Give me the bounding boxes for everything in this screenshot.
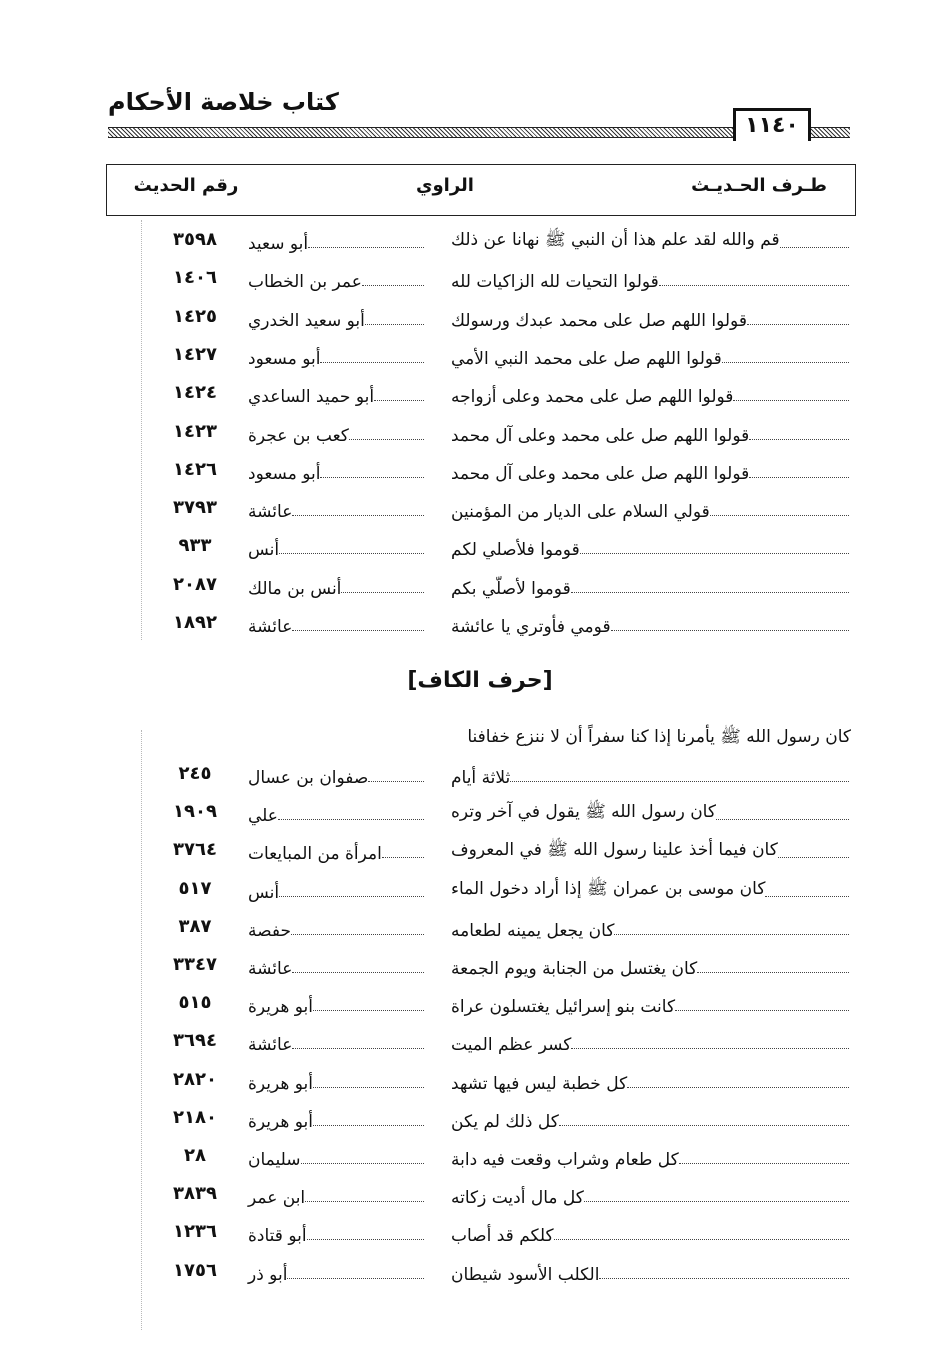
narrator-cell xyxy=(248,379,426,407)
hadith-number: ٢٤٥ xyxy=(178,763,212,784)
column-header xyxy=(106,164,856,216)
narrator-cell xyxy=(248,1257,426,1285)
hadith-text-cell xyxy=(451,494,851,522)
hadith-text-cell xyxy=(451,1142,851,1170)
leader-dots xyxy=(320,362,424,363)
leader-dots xyxy=(749,439,849,440)
index-row xyxy=(0,456,943,486)
index-row xyxy=(0,341,943,371)
index-row xyxy=(0,836,943,866)
hadith-number: ٥١٥ xyxy=(178,992,212,1014)
narrator-cell xyxy=(248,1027,426,1055)
hadith-text-cell xyxy=(451,303,851,331)
hadith-text-cell xyxy=(451,609,851,637)
hadith-text-cell xyxy=(451,571,851,599)
index-row xyxy=(0,1027,943,1057)
narrator: عمر بن الخطاب xyxy=(248,272,362,293)
leader-dots xyxy=(659,285,849,286)
hadith-text-cell xyxy=(451,836,851,864)
hatched-rule-right xyxy=(810,127,850,138)
hadith-text: كل مال أديت زكاته xyxy=(451,1188,584,1209)
hadith-text-cell xyxy=(451,875,851,903)
hadith-number: ٢٨ xyxy=(184,1145,206,1166)
narrator-cell xyxy=(248,418,426,446)
hatched-rule-left xyxy=(108,127,733,138)
hadith-text-cell xyxy=(451,760,851,788)
leader-dots xyxy=(627,1087,849,1088)
hadith-number: ٥١٧ xyxy=(178,877,212,899)
narrator-cell xyxy=(248,1180,426,1208)
hadith-text-cell xyxy=(451,532,851,560)
hadith-text: كان رسول الله ﷺ يقول في آخر وتره xyxy=(451,802,716,823)
narrator-cell xyxy=(248,609,426,637)
narrator: عائشة xyxy=(248,959,293,979)
narrator: أبو مسعود xyxy=(248,348,321,369)
leader-dots xyxy=(305,1201,424,1202)
hadith-text-cell xyxy=(451,379,851,407)
narrator-cell xyxy=(248,1218,426,1246)
leader-dots xyxy=(697,972,849,973)
leader-dots xyxy=(349,439,424,440)
hadith-text: ثلاثة أيام xyxy=(451,768,511,788)
hadith-text: كان موسى بن عمران ﷺ إذا أراد دخول الماء xyxy=(451,878,766,899)
leader-dots xyxy=(292,1048,424,1049)
leader-dots xyxy=(599,1278,849,1279)
leader-dots xyxy=(778,857,849,858)
narrator: أبو هريرة xyxy=(248,1073,314,1094)
hadith-text-continued: كان رسول الله ﷺ يأمرنا إذا كنا سفراً أن لا ننزع خفافنا xyxy=(467,727,851,747)
hadith-text: كان يغتسل من الجنابة ويوم الجمعة xyxy=(451,959,698,979)
column-header-number: رقم الحديث xyxy=(133,175,239,196)
leader-dots xyxy=(292,630,424,631)
hadith-text: كل خطبة ليس فيها تشهد xyxy=(451,1073,628,1094)
narrator-cell xyxy=(248,1104,426,1132)
leader-dots xyxy=(765,896,849,897)
page-number: ١١٤٠ xyxy=(733,108,811,141)
index-row xyxy=(0,571,943,601)
narrator: أبو سعيد الخدري xyxy=(248,310,365,331)
leader-dots xyxy=(747,324,849,325)
hadith-text-cell xyxy=(451,226,851,254)
hadith-text-cell xyxy=(451,264,851,292)
leader-dots xyxy=(571,592,849,593)
index-row xyxy=(0,1180,943,1210)
leader-dots xyxy=(382,857,424,858)
leader-dots xyxy=(307,1239,424,1240)
hadith-text: قولوا التحيات لله الزاكيات لله xyxy=(451,272,659,293)
leader-dots xyxy=(614,934,849,935)
hadith-text-cell xyxy=(451,1218,851,1246)
hadith-number: ١٤٢٧ xyxy=(173,343,217,365)
narrator: ابن عمر xyxy=(248,1188,306,1209)
hadith-number: ٣٨٣٩ xyxy=(173,1183,217,1205)
leader-dots xyxy=(554,1239,849,1240)
index-row xyxy=(0,264,943,294)
index-row xyxy=(0,226,943,256)
narrator-cell xyxy=(248,913,426,941)
book-title: كتاب خلاصة الأحكام xyxy=(108,88,339,116)
hadith-text: قوموا لأصلّي بكم xyxy=(451,578,571,599)
narrator: أنس xyxy=(248,882,280,903)
index-row xyxy=(0,913,943,943)
narrator-cell xyxy=(248,264,426,292)
hadith-text-cell xyxy=(451,1180,851,1208)
narrator: أبو هريرة xyxy=(248,997,314,1018)
index-row xyxy=(0,1257,943,1287)
hadith-text-cell xyxy=(451,913,851,941)
hadith-number: ١٧٥٦ xyxy=(173,1259,217,1281)
narrator-cell xyxy=(248,836,426,864)
leader-dots xyxy=(279,553,424,554)
narrator: سليمان xyxy=(248,1150,301,1170)
narrator: عائشة xyxy=(248,617,293,637)
index-row xyxy=(0,609,943,639)
hadith-text: قولي السلام على الديار من المؤمنين xyxy=(451,502,710,523)
narrator: كعب بن عجرة xyxy=(248,425,349,446)
hadith-text: كل ذلك لم يكن xyxy=(451,1111,559,1132)
narrator-cell xyxy=(248,951,426,979)
leader-dots xyxy=(580,553,849,554)
leader-dots xyxy=(749,477,849,478)
hadith-text-cell xyxy=(451,1257,851,1285)
leader-dots xyxy=(313,1010,424,1011)
leader-dots xyxy=(278,819,424,820)
leader-dots xyxy=(571,1048,849,1049)
hadith-text: كل طعام وشراب وقعت فيه دابة xyxy=(451,1150,679,1170)
leader-dots xyxy=(301,1163,425,1164)
narrator-cell xyxy=(248,532,426,560)
index-row xyxy=(0,875,943,905)
narrator-cell xyxy=(248,571,426,599)
hadith-text: كان فيما أخذ علينا رسول الله ﷺ في المعروف xyxy=(451,840,778,861)
hadith-number: ٣٨٧ xyxy=(178,915,212,937)
hadith-text: قوموا فلأصلي لكم xyxy=(451,540,580,561)
hadith-text: كانت بنو إسرائيل يغتسلون عراة xyxy=(451,997,676,1018)
hadith-number: ٣٧٦٤ xyxy=(173,839,217,861)
hadith-text-cell xyxy=(451,798,851,826)
hadith-text-cell xyxy=(451,341,851,369)
narrator: أنس xyxy=(248,540,280,561)
narrator-cell xyxy=(248,494,426,522)
leader-dots xyxy=(584,1201,849,1202)
leader-dots xyxy=(313,1087,424,1088)
hadith-number: ٣٥٩٨ xyxy=(173,229,217,250)
index-row xyxy=(0,951,943,981)
narrator: امرأة من المبايعات xyxy=(248,844,382,865)
leader-dots xyxy=(679,1163,849,1164)
narrator-cell xyxy=(248,798,426,826)
narrator: عائشة xyxy=(248,1035,293,1056)
index-row xyxy=(0,494,943,524)
hadith-text: قولوا اللهم صل على محمد وعلى أزواجه xyxy=(451,387,734,408)
narrator-cell xyxy=(248,1066,426,1094)
hadith-text-cell xyxy=(451,1066,851,1094)
narrator: أبو هريرة xyxy=(248,1111,314,1132)
hadith-number: ٣٣٤٧ xyxy=(173,954,217,975)
hadith-text: قولوا اللهم صل على محمد وعلى آل محمد xyxy=(451,463,750,484)
hadith-text: قومي فأوتري يا عائشة xyxy=(451,617,611,637)
leader-dots xyxy=(611,630,849,631)
hadith-text: قم والله لقد علم هذا أن النبي ﷺ نهانا عن ذلك xyxy=(451,230,780,250)
hadith-text-cell xyxy=(451,1027,851,1055)
index-row xyxy=(0,1218,943,1248)
narrator-cell xyxy=(248,989,426,1017)
narrator-cell xyxy=(248,875,426,903)
index-row xyxy=(0,303,943,333)
index-row xyxy=(0,418,943,448)
index-row xyxy=(0,798,943,828)
leader-dots xyxy=(313,1125,424,1126)
narrator: عائشة xyxy=(248,502,293,523)
index-row xyxy=(0,532,943,562)
hadith-text: الكلب الأسود شيطان xyxy=(451,1264,600,1285)
leader-dots xyxy=(292,972,424,973)
hadith-number: ١٩٠٩ xyxy=(173,801,217,823)
hadith-number: ١٤٠٦ xyxy=(173,267,217,289)
leader-dots xyxy=(733,400,849,401)
hadith-number: ١٤٢٣ xyxy=(173,420,217,442)
leader-dots xyxy=(308,247,424,248)
narrator-cell xyxy=(248,1142,426,1170)
hadith-number: ١٤٢٦ xyxy=(173,458,217,480)
hadith-number: ١٨٩٢ xyxy=(173,612,217,633)
narrator: أنس بن مالك xyxy=(248,578,342,599)
narrator: أبو مسعود xyxy=(248,463,321,484)
narrator-cell xyxy=(248,226,426,254)
index-row xyxy=(0,1066,943,1096)
narrator-cell xyxy=(248,341,426,369)
leader-dots xyxy=(320,477,424,478)
leader-dots xyxy=(710,515,849,516)
index-row xyxy=(0,379,943,409)
leader-dots xyxy=(362,285,424,286)
index-row xyxy=(0,989,943,1019)
narrator: حفصة xyxy=(248,920,291,941)
leader-dots xyxy=(374,400,424,401)
narrator: علي xyxy=(248,806,278,827)
leader-dots xyxy=(287,1278,424,1279)
hadith-text-cell xyxy=(451,951,851,979)
narrator: أبو ذر xyxy=(248,1264,288,1285)
leader-dots xyxy=(341,592,424,593)
hadith-text: كان يجعل يمينه لطعامه xyxy=(451,920,615,941)
leader-dots xyxy=(722,362,849,363)
narrator-cell xyxy=(248,303,426,331)
hadith-number: ٩٣٣ xyxy=(178,535,212,557)
hadith-text-cell xyxy=(451,456,851,484)
hadith-number: ١٤٢٥ xyxy=(173,305,217,327)
leader-dots xyxy=(780,247,849,248)
leader-dots xyxy=(510,781,849,782)
leader-dots xyxy=(292,515,424,516)
hadith-text: قولوا اللهم صل على محمد النبي الأمي xyxy=(451,348,722,369)
hadith-number: ٣٧٩٣ xyxy=(173,497,217,519)
hadith-number: ١٤٢٤ xyxy=(173,382,217,404)
narrator-cell xyxy=(248,760,426,788)
narrator: أبو سعيد xyxy=(248,234,309,254)
index-row xyxy=(0,1142,943,1172)
leader-dots xyxy=(365,324,424,325)
hadith-text-cell xyxy=(451,1104,851,1132)
narrator: أبو قتادة xyxy=(248,1226,307,1247)
hadith-number: ٣٦٩٤ xyxy=(173,1030,217,1052)
leader-dots xyxy=(716,819,849,820)
hadith-text-cell xyxy=(451,418,851,446)
hadith-text: قولوا اللهم صل على محمد وعلى آل محمد xyxy=(451,425,750,446)
narrator: صفوان بن عسال xyxy=(248,768,369,788)
hadith-number: ٢٨٢٠ xyxy=(173,1068,217,1090)
leader-dots xyxy=(291,934,424,935)
hadith-number: ١٢٣٦ xyxy=(173,1221,217,1243)
leader-dots xyxy=(368,781,424,782)
leader-dots xyxy=(279,896,424,897)
narrator-cell xyxy=(248,456,426,484)
index-row xyxy=(0,760,943,790)
column-header-narrator: الراوي xyxy=(416,175,474,196)
hadith-number: ٢٠٨٧ xyxy=(173,573,217,595)
hadith-text: كلكم قد أصاب xyxy=(451,1226,554,1247)
hadith-text-cell xyxy=(451,989,851,1017)
leader-dots xyxy=(559,1125,849,1126)
narrator: أبو حميد الساعدي xyxy=(248,387,375,408)
hadith-text: قولوا اللهم صل على محمد عبدك ورسولك xyxy=(451,310,747,331)
hadith-number: ٢١٨٠ xyxy=(173,1106,217,1128)
hadith-text: كسر عظم الميت xyxy=(451,1035,572,1056)
column-header-text: طـرف الحـديـث xyxy=(691,175,827,196)
index-row xyxy=(0,1104,943,1134)
section-heading: [حرف الكاف] xyxy=(407,668,553,693)
leader-dots xyxy=(675,1010,849,1011)
